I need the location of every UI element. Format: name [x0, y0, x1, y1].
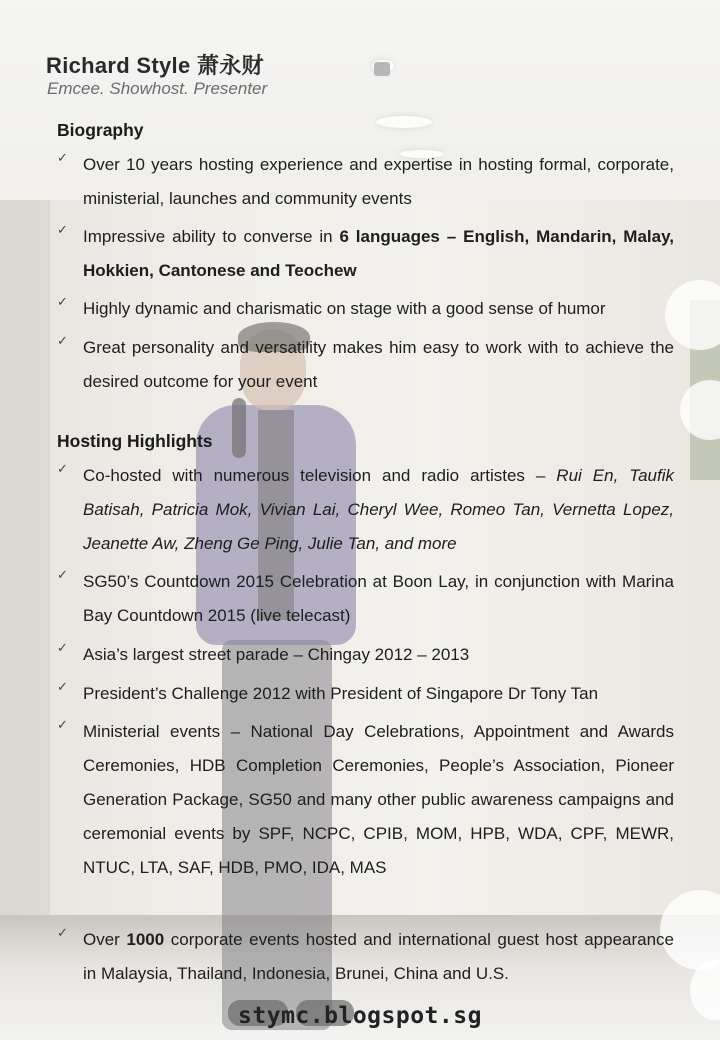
highlight-item-text [83, 565, 674, 633]
highlight-item [57, 715, 674, 885]
italic-text: Rui En, Taufik Batisah, Patricia Mok, Vivian Lai, Cheryl Wee, Romeo Tan, Vernetta Lopez, Jeanette Aw, Zheng Ge Ping, Julie Tan, and more [83, 466, 674, 553]
biography-item [57, 148, 674, 216]
biography-item-text [83, 148, 674, 216]
text-run: Highly dynamic and charismatic on stage with a good sense of humor [83, 299, 606, 318]
check-mark-icon: ✓ [57, 294, 68, 309]
text-run: SG50’s Countdown 2015 Celebration at Boon Lay, in conjunction with Marina Bay Countdown 2015 (live telecast) [83, 572, 674, 625]
text-run: Impressive ability to converse in [83, 227, 340, 246]
highlight-item-text [83, 715, 674, 885]
text-run: Over 10 years hosting experience and expertise in hosting formal, corporate, ministerial, launches and community events [83, 155, 674, 208]
highlight-item-text [83, 638, 674, 672]
biography-item-text [83, 331, 674, 399]
biography-item [57, 220, 674, 288]
biography-item-text [83, 292, 674, 326]
check-mark-icon: ✓ [57, 222, 68, 237]
check-mark-icon: ✓ [57, 717, 68, 732]
highlight-item [57, 459, 674, 561]
highlight-item [57, 677, 674, 711]
biography-item-text [83, 220, 674, 288]
check-mark-icon: ✓ [57, 925, 68, 940]
check-mark-icon: ✓ [57, 461, 68, 476]
highlight-item-text [83, 459, 674, 561]
text-run: Great personality and versatility makes him easy to work with to achieve the desired outcome for your event [83, 338, 674, 391]
text-run: Co-hosted with numerous television and radio artistes – [83, 466, 557, 485]
biography-heading: Biography [57, 120, 144, 140]
presenter-tagline: Emcee. Showhost. Presenter [47, 79, 268, 98]
highlight-item-text [83, 677, 674, 711]
highlight-item [57, 638, 674, 672]
check-mark-icon: ✓ [57, 150, 68, 165]
text-run: President’s Challenge 2012 with President of Singapore Dr Tony Tan [83, 684, 599, 703]
check-mark-icon: ✓ [57, 333, 68, 348]
highlight-item [57, 923, 674, 991]
check-mark-icon: ✓ [57, 567, 68, 582]
bold-text: 1000 [126, 930, 165, 949]
highlight-item-text [83, 923, 674, 991]
check-mark-icon: ✓ [57, 679, 68, 694]
hosting-highlights-heading: Hosting Highlights [57, 431, 213, 451]
text-run: corporate events hosted and international guest host appearance in Malaysia, Thailand, Indonesia, Brunei, China and U.S. [83, 930, 675, 983]
biography-item [57, 292, 674, 326]
blog-url: stymc.blogspot.sg [238, 1003, 482, 1029]
text-run: Over [83, 930, 127, 949]
highlight-item [57, 565, 674, 633]
text-run: Ministerial events – National Day Celebrations, Appointment and Awards Ceremonies, HDB Completion Ceremonies, People’s Association, Pioneer Generation Package, SG50 and many other public awareness campaigns and ceremonial events by SPF, NCPC, CPIB, MOM, HPB, WDA, CPF, MEWR, NTUC, LTA, SAF, HDB, PMO, IDA, MAS [83, 722, 674, 877]
biography-item [57, 331, 674, 399]
text-run: Asia’s largest street parade – Chingay 2012 – 2013 [83, 645, 470, 664]
bold-text: 6 languages – English, Mandarin, Malay, Hokkien, Cantonese and Teochew [83, 227, 674, 280]
presenter-name: Richard Style 萧永财 [46, 53, 264, 78]
check-mark-icon: ✓ [57, 640, 68, 655]
